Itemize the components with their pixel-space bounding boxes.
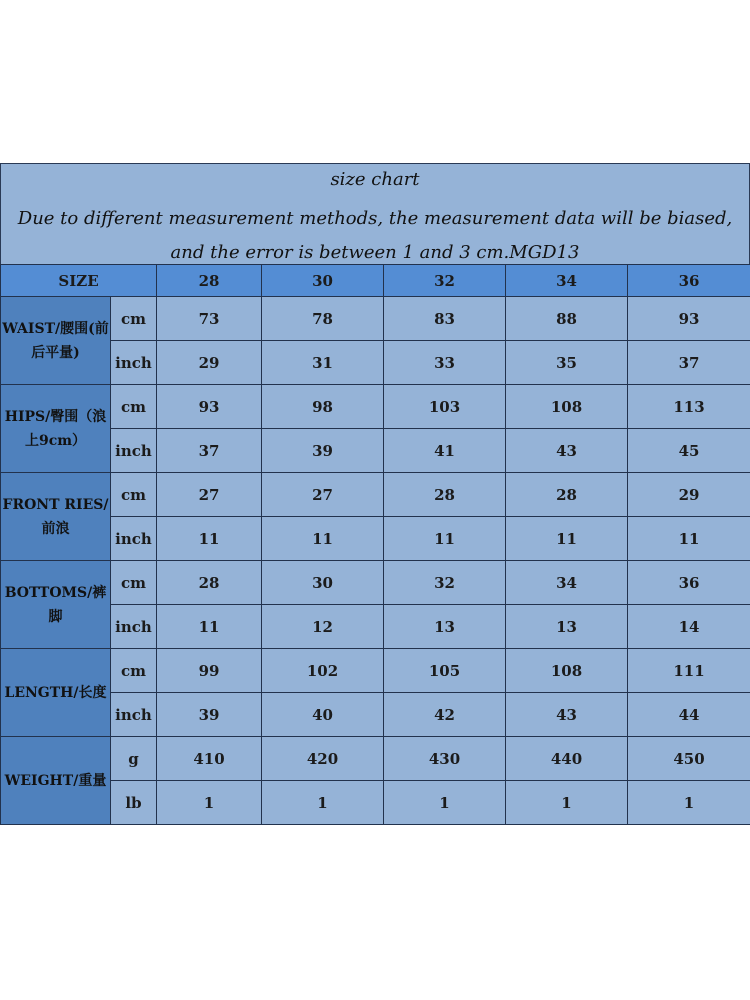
value-cell: 43: [506, 693, 628, 737]
size-table: [0, 264, 750, 825]
value-cell: 14: [628, 605, 750, 649]
value-cell: 39: [157, 693, 262, 737]
value-cell: 103: [384, 385, 506, 429]
value-cell: 12: [262, 605, 384, 649]
value-cell: 27: [262, 473, 384, 517]
measurement-label: WAIST/腰围(前后平量): [1, 297, 111, 385]
value-cell: 440: [506, 737, 628, 781]
size-header-cell: 34: [506, 265, 628, 297]
unit-cell: cm: [111, 561, 157, 605]
value-cell: 29: [157, 341, 262, 385]
unit-cell: inch: [111, 693, 157, 737]
value-cell: 11: [157, 517, 262, 561]
size-header-row: [1, 265, 750, 297]
value-cell: 34: [506, 561, 628, 605]
measurement-row: [1, 561, 750, 605]
unit-cell: inch: [111, 341, 157, 385]
value-cell: 11: [506, 517, 628, 561]
value-cell: 88: [506, 297, 628, 341]
measurement-label: BOTTOMS/裤脚: [1, 561, 111, 649]
measurement-row: [1, 693, 750, 737]
unit-cell: inch: [111, 605, 157, 649]
measurement-row: [1, 605, 750, 649]
measurement-note: Due to different measurement methods, the measurement data will be biased, and the error is between 1 and 3 cm.MGD13: [17, 208, 733, 263]
measurement-row: [1, 297, 750, 341]
value-cell: 32: [384, 561, 506, 605]
value-cell: 27: [157, 473, 262, 517]
measurement-row: [1, 737, 750, 781]
measurement-row: [1, 649, 750, 693]
unit-cell: inch: [111, 429, 157, 473]
measurement-row: [1, 385, 750, 429]
value-cell: 108: [506, 385, 628, 429]
unit-cell: lb: [111, 781, 157, 825]
measurement-label: FRONT RIES/前浪: [1, 473, 111, 561]
chart-title: size chart: [330, 169, 420, 190]
size-header-cell: 28: [157, 265, 262, 297]
measurement-label: HIPS/臀围（浪上9cm）: [1, 385, 111, 473]
value-cell: 41: [384, 429, 506, 473]
value-cell: 13: [384, 605, 506, 649]
value-cell: 1: [157, 781, 262, 825]
value-cell: 11: [628, 517, 750, 561]
value-cell: 11: [262, 517, 384, 561]
value-cell: 40: [262, 693, 384, 737]
value-cell: 36: [628, 561, 750, 605]
value-cell: 1: [628, 781, 750, 825]
measurement-label: LENGTH/长度: [1, 649, 111, 737]
size-header-cell: 30: [262, 265, 384, 297]
measurement-row: [1, 429, 750, 473]
measurement-row: [1, 341, 750, 385]
value-cell: 45: [628, 429, 750, 473]
value-cell: 37: [628, 341, 750, 385]
value-cell: 44: [628, 693, 750, 737]
size-header-cell: 32: [384, 265, 506, 297]
size-label: SIZE: [1, 265, 157, 297]
value-cell: 31: [262, 341, 384, 385]
value-cell: 28: [384, 473, 506, 517]
value-cell: 13: [506, 605, 628, 649]
value-cell: 42: [384, 693, 506, 737]
value-cell: 78: [262, 297, 384, 341]
size-chart: [0, 163, 750, 835]
value-cell: 35: [506, 341, 628, 385]
unit-cell: g: [111, 737, 157, 781]
unit-cell: cm: [111, 297, 157, 341]
value-cell: 83: [384, 297, 506, 341]
value-cell: 93: [628, 297, 750, 341]
unit-cell: cm: [111, 385, 157, 429]
value-cell: 105: [384, 649, 506, 693]
unit-cell: cm: [111, 473, 157, 517]
value-cell: 108: [506, 649, 628, 693]
value-cell: 430: [384, 737, 506, 781]
value-cell: 102: [262, 649, 384, 693]
value-cell: 93: [157, 385, 262, 429]
value-cell: 113: [628, 385, 750, 429]
unit-cell: cm: [111, 649, 157, 693]
value-cell: 410: [157, 737, 262, 781]
value-cell: 28: [157, 561, 262, 605]
measurement-row: [1, 781, 750, 825]
measurement-row: [1, 473, 750, 517]
value-cell: 1: [384, 781, 506, 825]
value-cell: 1: [262, 781, 384, 825]
chart-header: [0, 163, 750, 265]
value-cell: 420: [262, 737, 384, 781]
unit-cell: inch: [111, 517, 157, 561]
value-cell: 73: [157, 297, 262, 341]
value-cell: 33: [384, 341, 506, 385]
value-cell: 99: [157, 649, 262, 693]
value-cell: 98: [262, 385, 384, 429]
value-cell: 11: [384, 517, 506, 561]
size-header-cell: 36: [628, 265, 750, 297]
value-cell: 1: [506, 781, 628, 825]
value-cell: 39: [262, 429, 384, 473]
value-cell: 43: [506, 429, 628, 473]
measurement-row: [1, 517, 750, 561]
value-cell: 111: [628, 649, 750, 693]
value-cell: 37: [157, 429, 262, 473]
measurement-label: WEIGHT/重量: [1, 737, 111, 825]
value-cell: 29: [628, 473, 750, 517]
value-cell: 30: [262, 561, 384, 605]
value-cell: 11: [157, 605, 262, 649]
value-cell: 28: [506, 473, 628, 517]
value-cell: 450: [628, 737, 750, 781]
